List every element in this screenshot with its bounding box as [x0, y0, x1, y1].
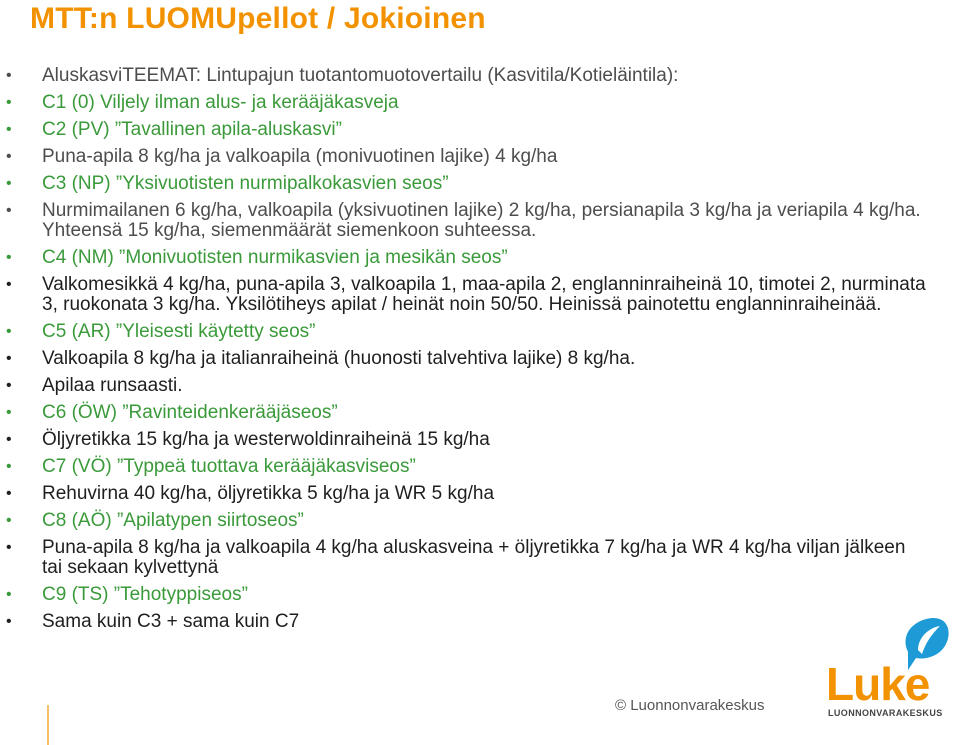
bullet-dot-icon: •: [6, 350, 12, 367]
bullet-text: Sama kuin C3 + sama kuin C7: [42, 611, 300, 632]
bullet-text: C8 (AÖ) ”Apilatypen siirtoseos”: [42, 510, 304, 531]
bullet-text: Apilaa runsaasti.: [42, 375, 183, 396]
bullet-item: [0, 376, 960, 396]
bullet-item: [0, 484, 960, 504]
bullet-dot-icon: •: [6, 512, 12, 529]
bullet-dot-icon: •: [6, 67, 12, 84]
bullet-dot-icon: •: [6, 613, 12, 630]
bullet-item: [0, 248, 960, 268]
bullet-dot-icon: •: [6, 458, 12, 475]
bullet-item: [0, 275, 960, 315]
bullet-dot-icon: •: [6, 539, 12, 556]
bullet-text: Valkoapila 8 kg/ha ja italianraiheinä (huonosti talvehtiva lajike) 8 kg/ha.: [42, 348, 636, 369]
bullet-text: Puna-apila 8 kg/ha ja valkoapila 4 kg/ha aluskasveina + öljyretikka 7 kg/ha ja WR 4 kg/ha viljan jälkeen tai sekaan kylvettynä: [42, 537, 906, 578]
bullet-item: [0, 93, 960, 113]
bullet-item: [0, 538, 960, 578]
bullet-item: [0, 403, 960, 423]
bullet-dot-icon: •: [6, 94, 12, 111]
bullet-item: [0, 174, 960, 194]
bullet-item: [0, 349, 960, 369]
luke-subtitle: LUONNONVARAKESKUS: [828, 708, 943, 718]
bullet-dot-icon: •: [6, 377, 12, 394]
bullet-text: C2 (PV) ”Tavallinen apila-aluskasvi”: [42, 119, 342, 140]
bullet-dot-icon: •: [6, 175, 12, 192]
bullet-text: C1 (0) Viljely ilman alus- ja kerääjäkasveja: [42, 92, 399, 113]
copyright-text: © Luonnonvarakeskus: [615, 697, 765, 714]
bullet-dot-icon: •: [6, 276, 12, 293]
bullet-dot-icon: •: [6, 586, 12, 603]
bullet-text: C9 (TS) ”Tehotyppiseos”: [42, 584, 248, 605]
bullet-text: C3 (NP) ”Yksivuotisten nurmipalkokasvien seos”: [42, 173, 449, 194]
bullet-text: AluskasviTEEMAT: Lintupajun tuotantomuotovertailu (Kasvitila/Kotieläintila):: [42, 65, 679, 86]
bullet-dot-icon: •: [6, 323, 12, 340]
decorative-divider: [47, 705, 49, 745]
bullet-dot-icon: •: [6, 404, 12, 421]
bullet-dot-icon: •: [6, 431, 12, 448]
bullet-dot-icon: •: [6, 202, 12, 219]
bullet-text: Puna-apila 8 kg/ha ja valkoapila (monivuotinen lajike) 4 kg/ha: [42, 146, 558, 167]
bullet-item: [0, 585, 960, 605]
bullet-item: [0, 322, 960, 342]
bullet-text: Öljyretikka 15 kg/ha ja westerwoldinraiheinä 15 kg/ha: [42, 429, 490, 450]
bullet-dot-icon: •: [6, 121, 12, 138]
bullet-text: C7 (VÖ) ”Typpeä tuottava kerääjäkasviseos”: [42, 456, 416, 477]
bullet-item: [0, 120, 960, 140]
bullet-item: [0, 612, 960, 632]
bullet-item: [0, 511, 960, 531]
luke-logo: [822, 614, 952, 724]
bullet-item: [0, 457, 960, 477]
bullet-text: Rehuvirna 40 kg/ha, öljyretikka 5 kg/ha ja WR 5 kg/ha: [42, 483, 495, 504]
bullet-text: C6 (ÖW) ”Ravinteidenkerääjäseos”: [42, 402, 338, 423]
bullet-text: Valkomesikkä 4 kg/ha, puna-apila 3, valkoapila 1, maa-apila 2, englanninraiheinä 10, timotei 2, nurminata 3, ruokonata 3 kg/ha. Yksilötiheys apilat / heinät noin 50/50. Heinissä painotettu englanninraiheinää.: [42, 274, 926, 315]
bullet-item: [0, 430, 960, 450]
bullet-item: [0, 147, 960, 167]
bullet-item: [0, 66, 960, 86]
bullet-dot-icon: •: [6, 485, 12, 502]
bullet-text: Nurmimailanen 6 kg/ha, valkoapila (yksivuotinen lajike) 2 kg/ha, persianapila 3 kg/ha ja veriapila 4 kg/ha. Yhteensä 15 kg/ha, siemenmäärät siemenkoon suhteessa.: [42, 200, 921, 241]
bullet-item: [0, 201, 960, 241]
bullet-dot-icon: •: [6, 249, 12, 266]
bullet-text: C5 (AR) ”Yleisesti käytetty seos”: [42, 321, 316, 342]
bullet-text: C4 (NM) ”Monivuotisten nurmikasvien ja mesikän seos”: [42, 247, 508, 268]
bullet-list: [0, 66, 960, 639]
slide-title: MTT:n LUOMUpellot / Jokioinen: [30, 2, 486, 35]
bullet-dot-icon: •: [6, 148, 12, 165]
luke-wordmark: Luke: [826, 658, 930, 710]
